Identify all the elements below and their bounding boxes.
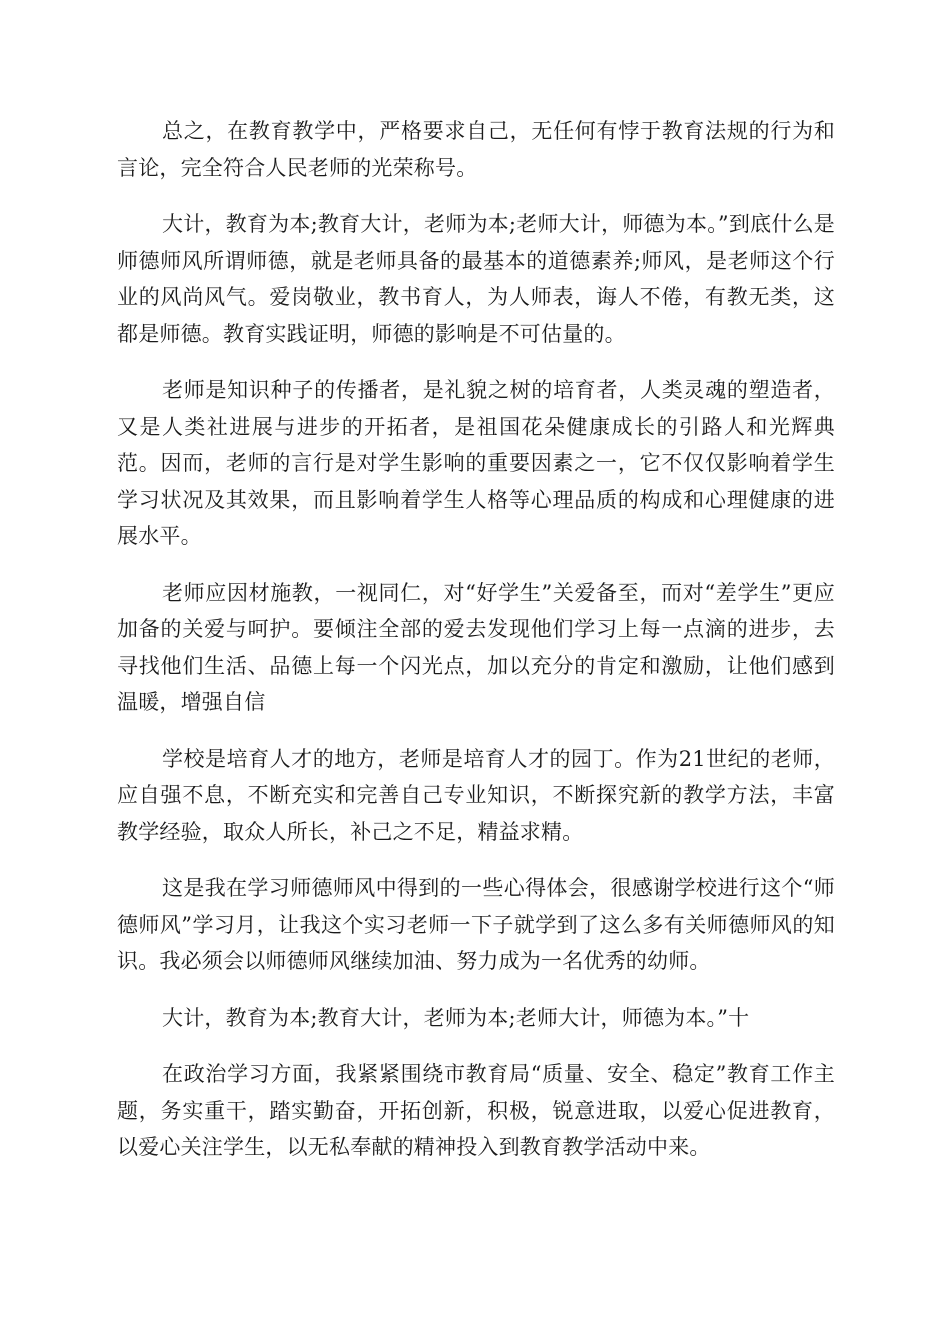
paragraph-3: 老师是知识种子的传播者，是礼貌之树的培育者，人类灵魂的塑造者，又是人类社进展与进步的开拓者，是祖国花朵健康成长的引路人和光辉典范。因而，老师的言行是对学生影响的重要因素之一，它不仅仅影响着学生学习状况及其效果，而且影响着学生人格等心理品质的构成和心理健康的进展水平。	[117, 378, 835, 548]
paragraph-4: 老师应因材施教，一视同仁，对“好学生”关爱备至，而对“差学生”更应加备的关爱与呵护。要倾注全部的爱去发现他们学习上每一点滴的进步，去寻找他们生活、品德上每一个闪光点，加以充分的肯定和激励，让他们感到温暖，增强自信	[117, 580, 835, 714]
paragraph-2: 大计，教育为本;教育大计，老师为本;老师大计，师德为本。”到底什么是师德师风所谓师德，就是老师具备的最基本的道德素养;师风，是老师这个行业的风尚风气。爱岗敬业，教书育人，为人师表，诲人不倦，有教无类，这都是师德。教育实践证明，师德的影响是不可估量的。	[117, 212, 835, 346]
document-body	[117, 113, 835, 1186]
paragraph-6: 这是我在学习师德师风中得到的一些心得体会，很感谢学校进行这个“师德师风”学习月，让我这个实习老师一下子就学到了这么多有关师德师风的知识。我必须会以师德师风继续加油、努力成为一名优秀的幼师。	[117, 876, 835, 973]
paragraph-1: 总之，在教育教学中，严格要求自己，无任何有悖于教育法规的行为和言论，完全符合人民老师的光荣称号。	[117, 119, 835, 180]
paragraph-5: 学校是培育人才的地方，老师是培育人才的园丁。作为21世纪的老师，应自强不息，不断充实和完善自己专业知识，不断探究新的教学方法，丰富教学经验，取众人所长，补己之不足，精益求精。	[117, 746, 835, 844]
paragraph-8: 在政治学习方面，我紧紧围绕市教育局“质量、安全、稳定”教育工作主题，务实重干，踏实勤奋，开拓创新，积极，锐意进取，以爱心促进教育，以爱心关注学生，以无私奉献的精神投入到教育教学活动中来。	[117, 1062, 835, 1159]
paragraph-7: 大计，教育为本;教育大计，老师为本;老师大计，师德为本。”十	[162, 1005, 750, 1030]
